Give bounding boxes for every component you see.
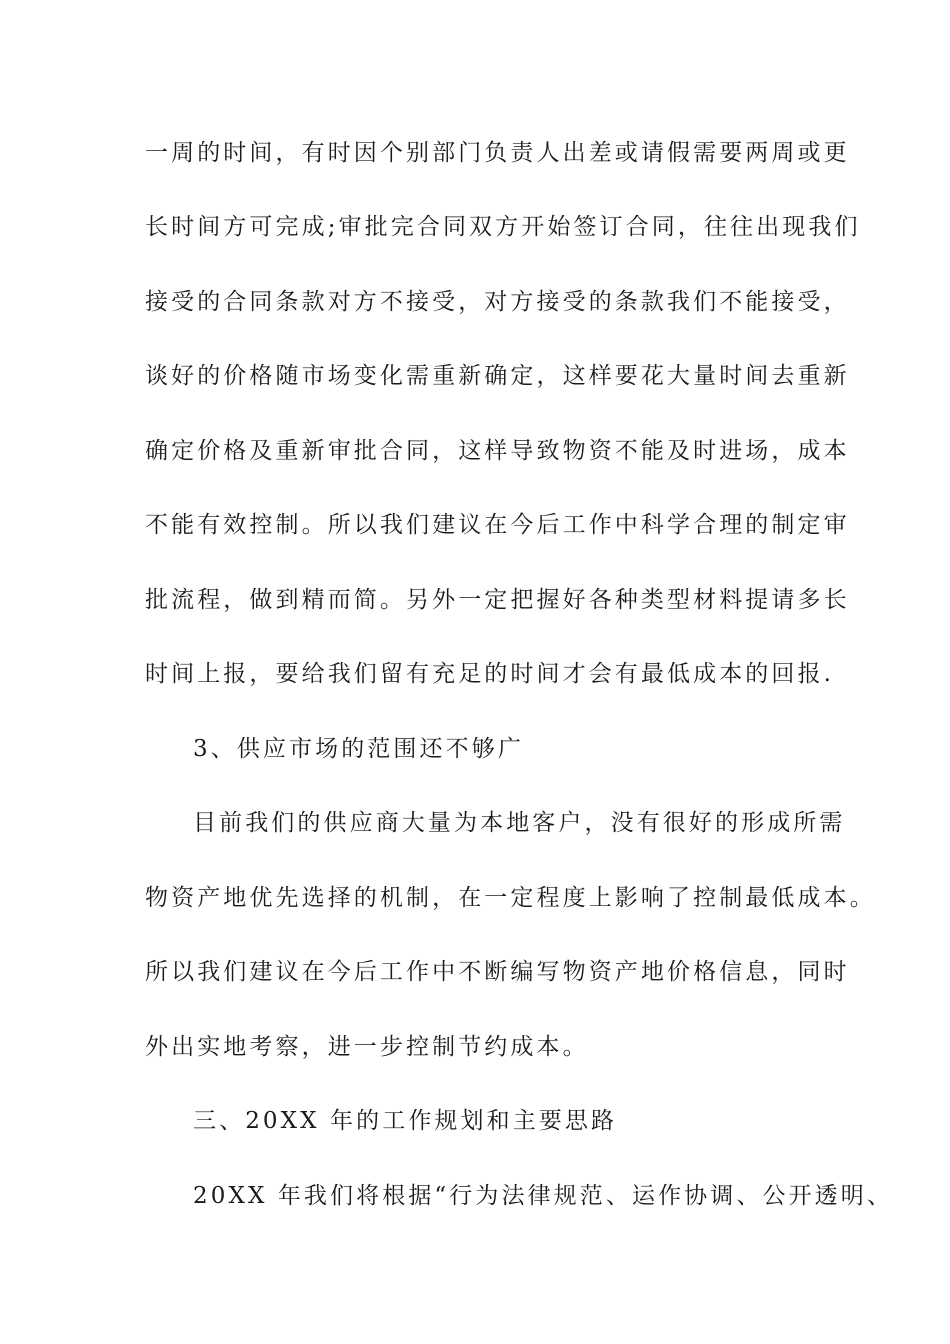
paragraph-line-11: 所以我们建议在今后工作中不断编写物资产地价格信息，同时 <box>145 959 850 985</box>
paragraph-line-3: 接受的合同条款对方不接受，对方接受的条款我们不能接受， <box>145 289 850 315</box>
paragraph-line-13: 20XX 年我们将根据“行为法律规范、运作协调、公开透明、 <box>193 1183 893 1209</box>
paragraph-line-8: 时间上报，要给我们留有充足的时间才会有最低成本的回报. <box>145 661 835 687</box>
paragraph-line-1: 一周的时间，有时因个别部门负责人出差或请假需要两周或更 <box>145 140 850 166</box>
paragraph-line-12: 外出实地考察，进一步控制节约成本。 <box>145 1034 589 1060</box>
section-heading-three: 三、20XX 年的工作规划和主要思路 <box>193 1108 618 1134</box>
paragraph-line-10: 物资产地优先选择的机制，在一定程度上影响了控制最低成本。 <box>145 885 876 911</box>
paragraph-line-9: 目前我们的供应商大量为本地客户，没有很好的形成所需 <box>193 810 846 836</box>
paragraph-line-2: 长时间方可完成;审批完合同双方开始签订合同，往往出现我们 <box>145 214 861 240</box>
paragraph-line-7: 批流程，做到精而简。另外一定把握好各种类型材料提请多长 <box>145 587 850 613</box>
paragraph-line-6: 不能有效控制。所以我们建议在今后工作中科学合理的制定审 <box>145 512 850 538</box>
section-heading-3: 3、供应市场的范围还不够广 <box>193 736 524 762</box>
paragraph-line-5: 确定价格及重新审批合同，这样导致物资不能及时进场，成本 <box>145 438 850 464</box>
paragraph-line-4: 谈好的价格随市场变化需重新确定，这样要花大量时间去重新 <box>145 363 850 389</box>
